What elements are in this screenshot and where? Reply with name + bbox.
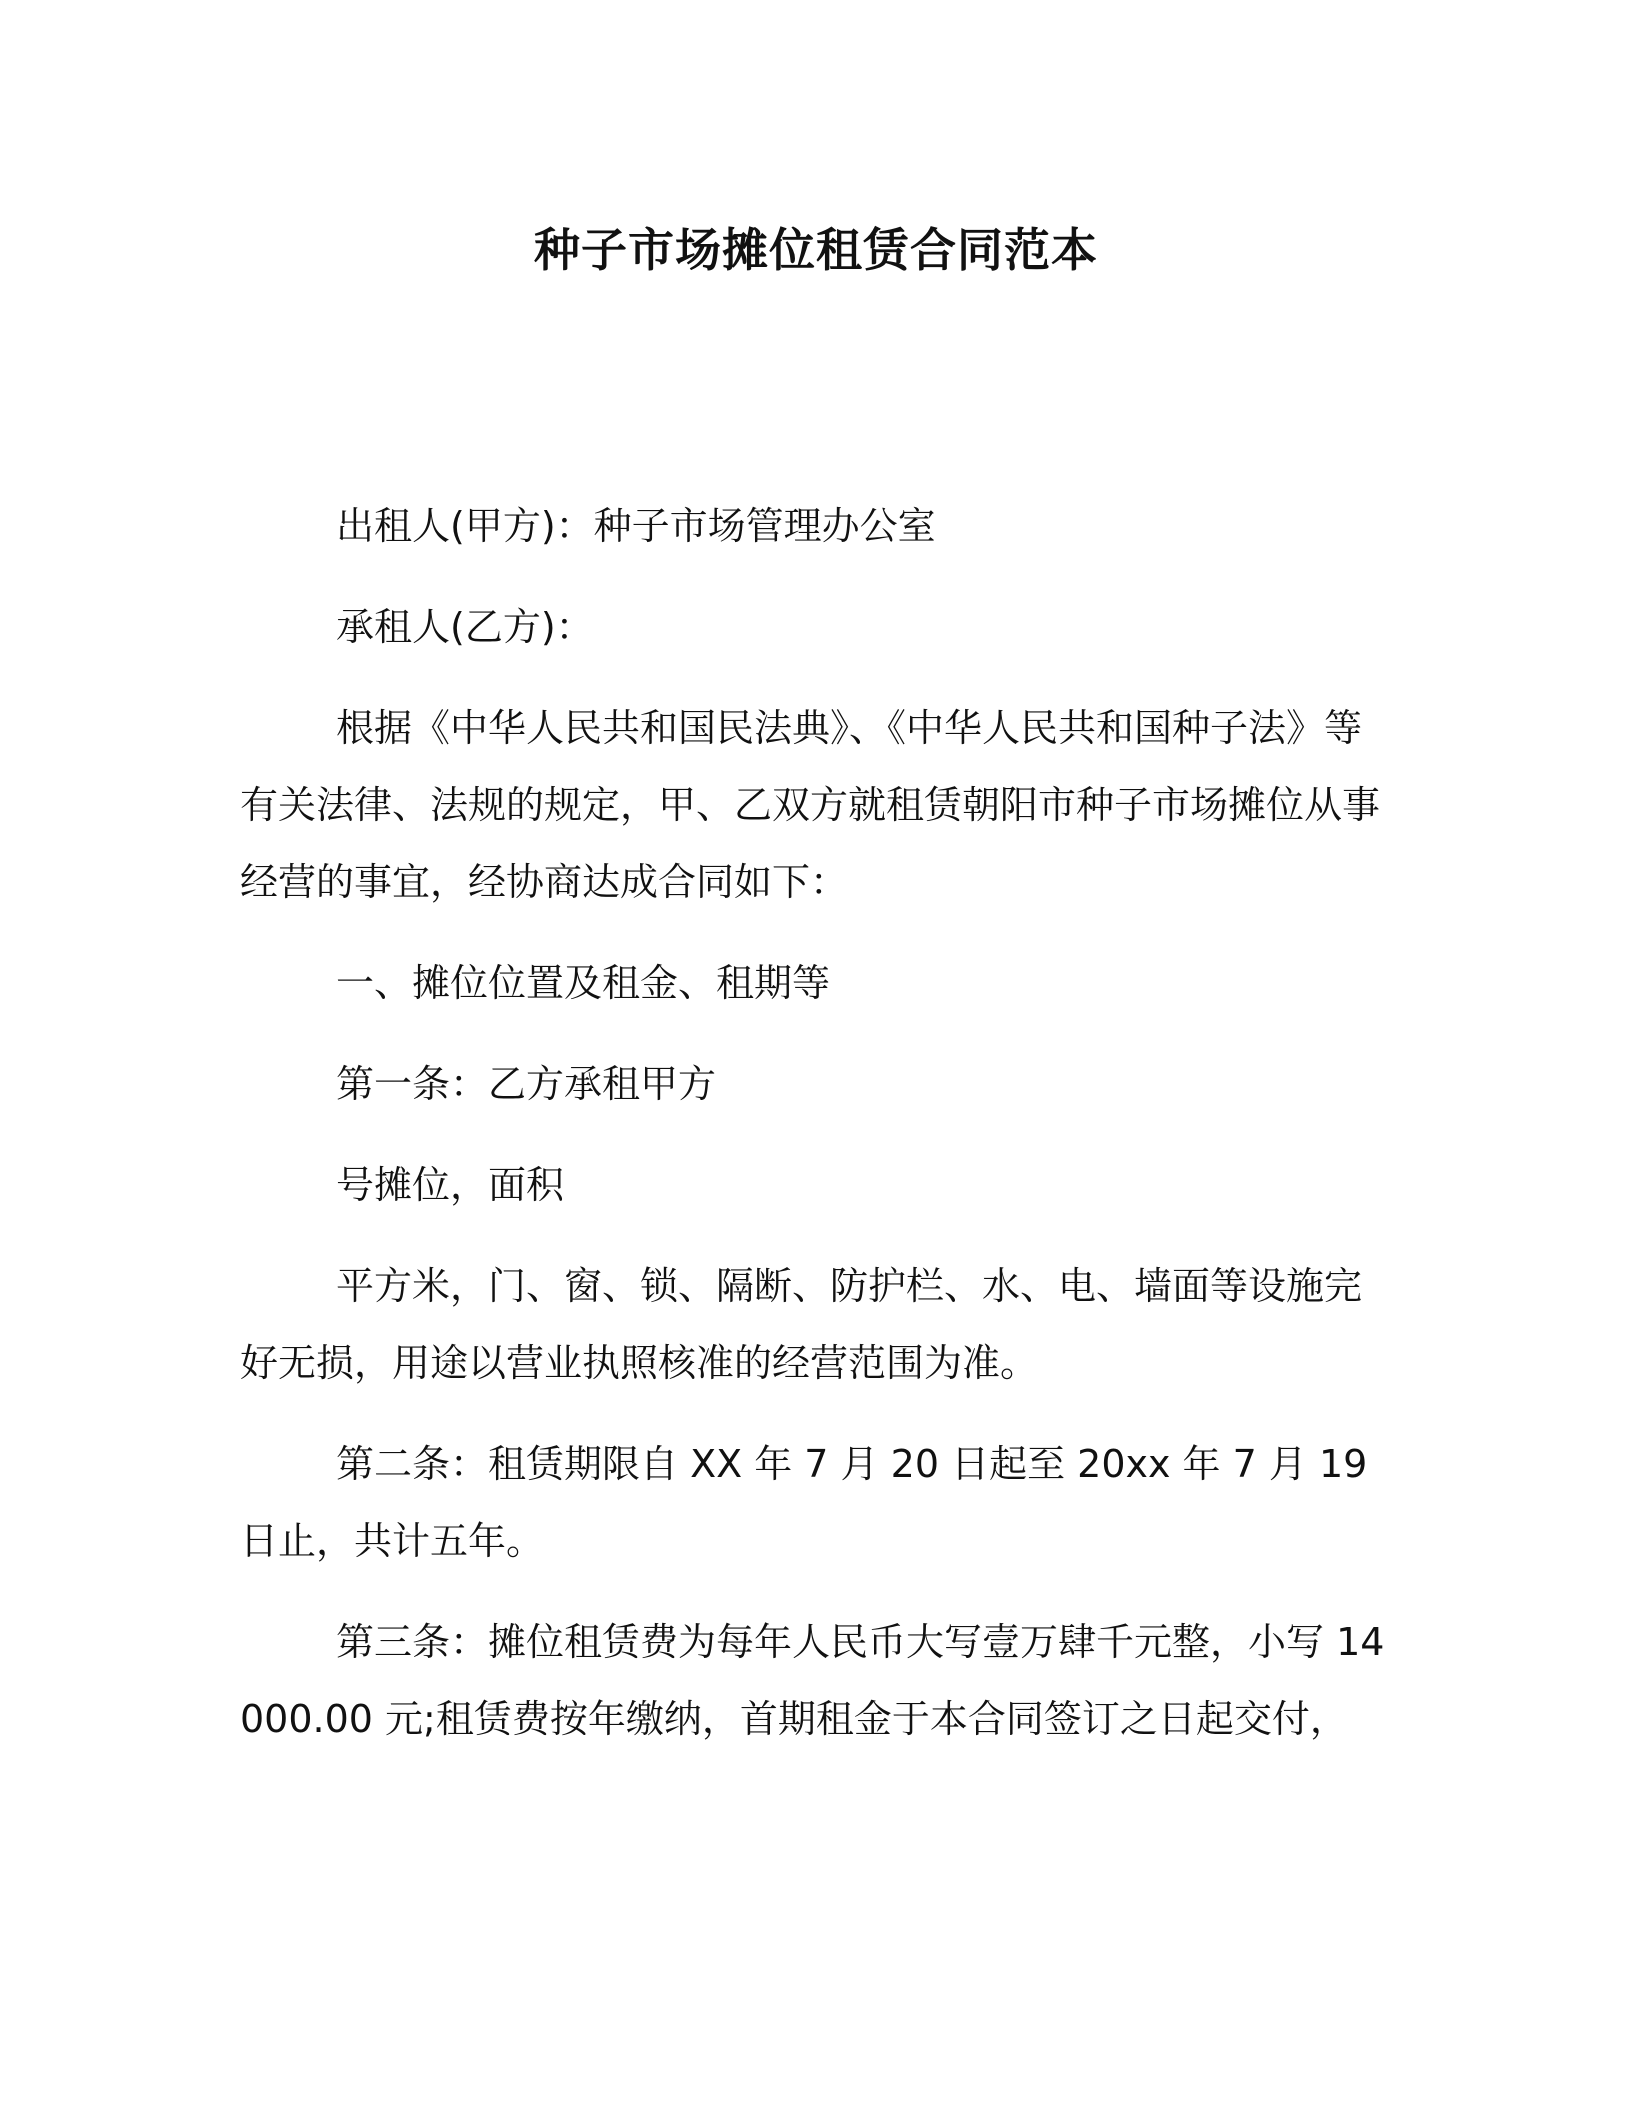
document-title: 种子市场摊位租赁合同范本 <box>534 223 1098 277</box>
intro-paragraph: 根据《中华人民共和国民法典》、《中华人民共和国种子法》等有关法律、法规的规定，甲、乙双方就租赁朝阳市种子市场摊位从事经营的事宜，经协商达成合同如下： <box>240 706 1381 904</box>
article-1-facilities: 平方米，门、窗、锁、隔断、防护栏、水、电、墙面等设施完好无损，用途以营业执照核准的经营范围为准。 <box>240 1264 1363 1385</box>
document-body <box>240 488 1392 1782</box>
article-2: 第二条：租赁期限自 XX 年 7 月 20 日起至 20xx 年 7 月 19 日止，共计五年。 <box>240 1442 1368 1563</box>
article-1: 第一条：乙方承租甲方 <box>336 1062 717 1106</box>
lessee-line: 承租人(乙方)： <box>336 605 594 649</box>
section-heading-1: 一、摊位位置及租金、租期等 <box>336 961 831 1005</box>
article-3: 第三条：摊位租赁费为每年人民币大写壹万肆千元整，小写 14000.00 元;租赁费按年缴纳，首期租金于本合同签订之日起交付， <box>240 1620 1385 1741</box>
lessor-line: 出租人(甲方)：种子市场管理办公室 <box>336 504 936 548</box>
article-1-booth-area: 号摊位，面积 <box>336 1163 565 1207</box>
